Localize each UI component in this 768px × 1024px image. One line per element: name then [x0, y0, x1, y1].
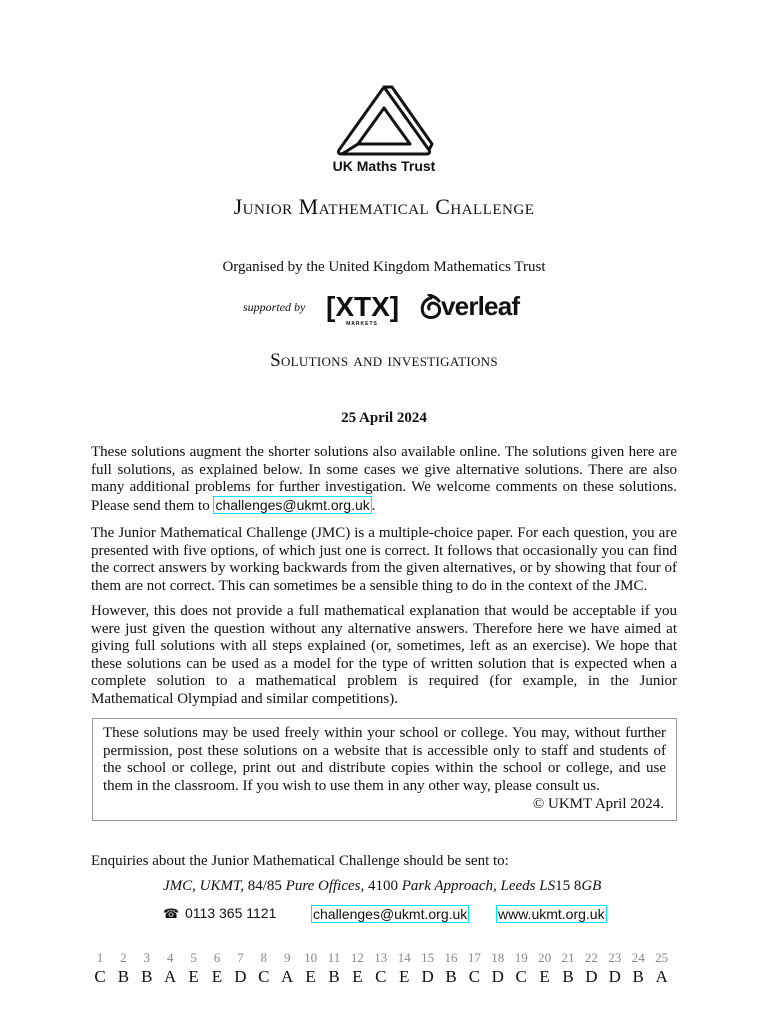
usage-notice-text: These solutions may be used freely within your school or college. You may, without further permission, post these solutions on a website that is accessible only to staff and students of the school or college, print out and distribute copies within the school or college, and use them in the classroom. If you wish to use them in any other way, please consult us. [103, 725, 666, 794]
xtx-logo-text: [XTX] [326, 291, 400, 322]
explanation-paragraph: However, this does not provide a full mathematical explanation that would be acceptable if you were just given the question without any alternative answers. Therefore here we have aimed at giving full solutions with all steps explained (or, sometimes, left as an exercise). We hope that these solutions can be used as a model for the type of written solution that is expected when a complete solution to a mathematical problem is required (for example, in the Junior Mathematical Olympiad and similar competitions). [91, 603, 677, 707]
question-number: 25 [655, 950, 669, 965]
question-number: 14 [397, 950, 411, 965]
question-number: 4 [166, 950, 174, 965]
answer-letter: B [141, 967, 153, 986]
phone-number: 0113 365 1121 [185, 905, 277, 921]
answer-letter: A [655, 967, 668, 986]
intro-text: These solutions augment the shorter solutions also available online. The solutions given here are full solutions, as explained below. In some cases we give alternative solutions. There are also many additional problems for further investigation. We welcome comments on these solutions. Please send them to [91, 444, 677, 514]
question-number: 7 [237, 950, 244, 965]
overleaf-leaf-icon [419, 294, 443, 320]
answer-letter: D [421, 967, 434, 986]
answer-letter: D [491, 967, 504, 986]
answer-column [603, 950, 627, 987]
answer-column [111, 950, 135, 987]
answer-column [275, 950, 299, 987]
answer-column [158, 950, 182, 987]
supported-by-label: supported by [243, 300, 306, 314]
org-name: UK Maths Trust [332, 158, 436, 174]
intro-paragraph [91, 444, 677, 515]
answer-column [88, 950, 112, 987]
answer-letter: A [281, 967, 294, 986]
answer-column [299, 950, 323, 987]
answer-letter: C [515, 967, 527, 986]
question-number: 2 [120, 950, 127, 965]
question-number: 15 [421, 950, 435, 965]
question-number: 19 [514, 950, 528, 965]
intro-text-end: . [371, 497, 376, 514]
xtx-markets-logo [326, 290, 398, 328]
question-number: 22 [584, 950, 598, 965]
answer-column [205, 950, 229, 987]
question-number: 3 [143, 950, 151, 965]
copyright: © UKMT April 2024. [532, 796, 664, 812]
answer-column [228, 950, 252, 987]
intro-email-link[interactable]: challenges@ukmt.org.uk [215, 496, 370, 513]
answer-column [345, 950, 369, 987]
question-number: 21 [561, 950, 575, 965]
ukmt-triangle-logo [334, 84, 434, 158]
question-number: 11 [327, 950, 341, 965]
overleaf-logo-text: verleaf [441, 291, 520, 321]
sponsors [242, 286, 542, 326]
answer-letter: C [258, 967, 270, 986]
answer-letter: B [117, 967, 130, 986]
date: 25 April 2024 [341, 410, 427, 426]
answer-column [369, 950, 393, 987]
question-number: 12 [350, 950, 364, 965]
answer-letter: E [211, 967, 223, 986]
answer-letter: B [328, 967, 340, 986]
question-number: 20 [538, 950, 552, 965]
answer-letter: B [562, 967, 574, 986]
question-number: 13 [374, 950, 388, 965]
answer-column [650, 950, 674, 987]
answer-column [416, 950, 440, 987]
organised-by: Organised by the United Kingdom Mathematics Trust [222, 259, 546, 275]
answer-column [462, 950, 486, 987]
answer-letter: E [398, 967, 410, 986]
answer-column [322, 950, 346, 987]
answer-column [135, 950, 159, 987]
answer-letter: E [352, 967, 363, 986]
answer-letter: D [234, 967, 247, 986]
answer-letter: C [375, 967, 387, 986]
question-number: 5 [190, 950, 197, 965]
answer-column [579, 950, 603, 987]
address: JMC, UKMT, 84/85 Pure Offices, 4100 Park Approach, Leeds LS15 8GB [163, 878, 602, 894]
question-number: 1 [96, 950, 104, 965]
answer-letter: C [94, 967, 106, 986]
contact-email-link[interactable]: challenges@ukmt.org.uk [313, 906, 468, 922]
telephone-icon: ☎ [163, 906, 180, 921]
question-number: 17 [467, 950, 481, 965]
answer-column [439, 950, 463, 987]
page-subtitle: Solutions and investigations [270, 350, 498, 371]
answer-column [533, 950, 557, 987]
answer-letter: E [188, 967, 199, 986]
question-number: 9 [283, 950, 291, 965]
answer-letter: A [164, 967, 177, 986]
answer-letter: B [445, 967, 457, 986]
jmc-paragraph: The Junior Mathematical Challenge (JMC) is a multiple-choice paper. For each question, you are presented with five options, of which just one is correct. It follows that occasionally you can find the correct answers by working backwards from the given alternatives, or by showing that four of them are not correct. This can sometimes be a sensible thing to do in the context of the JMC. [91, 525, 677, 594]
usage-notice-box [92, 718, 677, 821]
answer-letter: D [585, 967, 598, 986]
answer-letter: E [305, 967, 316, 986]
question-number: 18 [491, 950, 505, 965]
answer-letter: E [539, 967, 550, 986]
website-link[interactable]: www.ukmt.org.uk [498, 906, 605, 922]
answer-letter: C [468, 967, 481, 986]
overleaf-logo [419, 290, 529, 322]
question-number: 23 [608, 950, 622, 965]
answer-column [556, 950, 580, 987]
xtx-logo-subtext: MARKETS [346, 321, 378, 327]
answer-column [392, 950, 416, 987]
answer-column [626, 950, 650, 987]
answer-column [182, 950, 206, 987]
answer-column [486, 950, 510, 987]
question-number: 16 [444, 950, 458, 965]
answer-letter: B [632, 967, 644, 986]
answer-letter: D [608, 967, 621, 986]
answer-column [509, 950, 533, 987]
page-title: Junior Mathematical Challenge [233, 194, 535, 219]
question-number: 10 [304, 950, 318, 965]
question-number: 8 [260, 950, 268, 965]
enquiries-text: Enquiries about the Junior Mathematical Challenge should be sent to: [91, 853, 509, 869]
question-number: 6 [213, 950, 221, 965]
question-number: 24 [631, 950, 645, 965]
answer-column [252, 950, 276, 987]
